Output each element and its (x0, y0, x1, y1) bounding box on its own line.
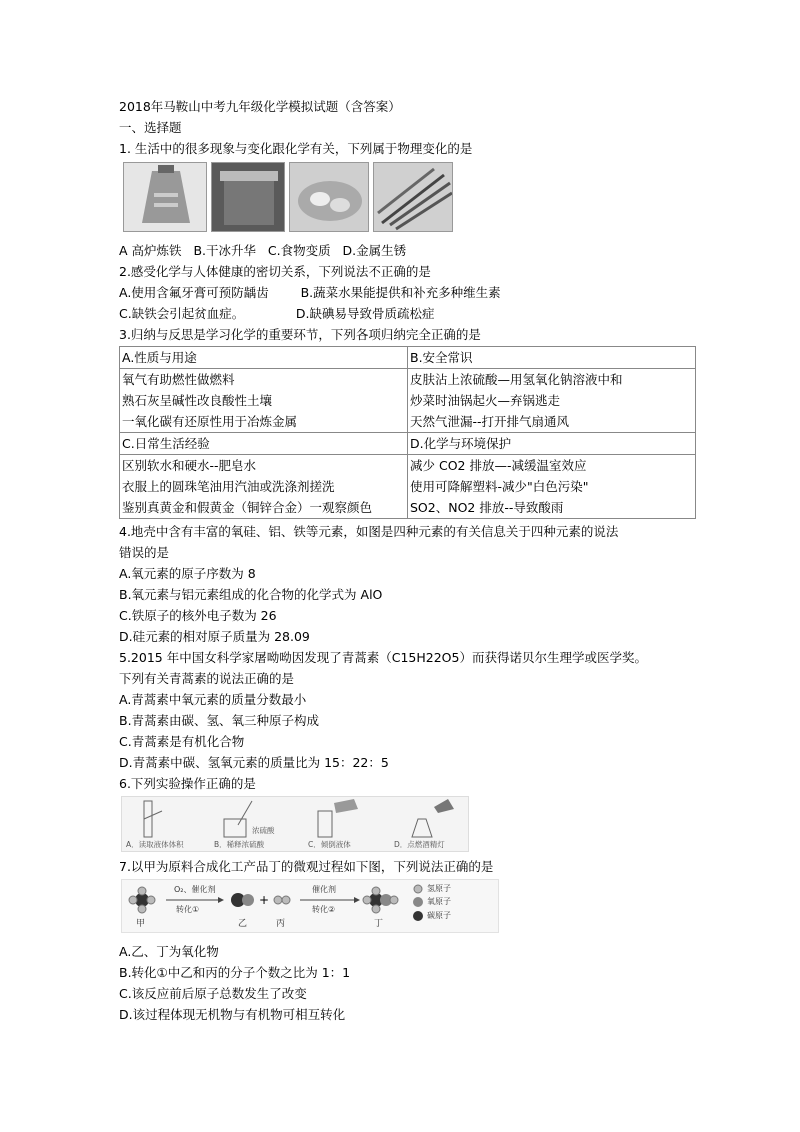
q2-options-ab: A.使用含氟牙膏可预防龋齿 B.蔬菜水果能提供和补充多种维生素 (119, 285, 501, 300)
q7-step1-sub: 转化① (176, 905, 200, 914)
q7-label-yi: 乙 (238, 919, 248, 929)
q3-c-head: C.日常生活经验 (120, 433, 408, 455)
q7-option-a: A.乙、丁为氧化物 (119, 944, 219, 959)
q2-options-cd: C.缺铁会引起贫血症。 D.缺碘易导致骨质疏松症 (119, 306, 435, 321)
q7-label-jia: 甲 (136, 919, 146, 929)
q3-c-item: 衣服上的圆珠笔油用汽油或洗涤剂搓洗 (122, 479, 335, 494)
q4-option-b: B.氧元素与铝元素组成的化合物的化学式为 AlO (119, 587, 383, 602)
q7-figure (121, 879, 499, 933)
q7-step1-label: O₂、催化剂 (174, 885, 216, 894)
q3-b-item: 天然气泄漏--打开排气扇通风 (410, 414, 570, 429)
q5-option-d: D.青蒿素中碳、氢氧元素的质量比为 15：22：5 (119, 755, 389, 770)
q1-figure (123, 162, 699, 236)
document-page (119, 96, 699, 1025)
q3-a-item: 一氧化碳有还原性用于冶炼金属 (122, 414, 298, 429)
q7-stem: 7.以甲为原料合成化工产品丁的微观过程如下图，下列说法正确的是 (119, 859, 494, 874)
doc-title: 2018年马鞍山中考九年级化学模拟试题（含答案） (119, 99, 401, 114)
q3-b-body (408, 369, 696, 433)
q4-stem: 4.地壳中含有丰富的氧硅、铝、铁等元素，如图是四种元素的有关信息关于四种元素的说法 (119, 524, 619, 539)
dry-ice-image (211, 162, 285, 232)
q5-option-c: C.青蒿素是有机化合物 (119, 734, 245, 749)
q7-step2-label: 催化剂 (312, 885, 336, 894)
q7-label-ding: 丁 (374, 919, 384, 929)
metal-rust-image (373, 162, 453, 232)
q7-step2-sub: 转化② (312, 905, 336, 914)
q5-stem: 5.2015 年中国女科学家屠呦呦因发现了青蒿素（C15H22O5）而获得诺贝尔生理学或医学奖。 (119, 650, 647, 665)
q7-legend-carbon: 碳原子 (427, 911, 451, 920)
q3-a-item: 熟石灰呈碱性改良酸性土壤 (122, 393, 273, 408)
q1-stem: 1. 生活中的很多现象与变化跟化学有关，下列属于物理变化的是 (119, 141, 473, 156)
q3-d-item: 使用可降解塑料-减少"白色污染" (410, 479, 589, 494)
q3-a-head: A.性质与用途 (120, 347, 408, 369)
q3-d-body (408, 455, 696, 519)
q6-stem: 6.下列实验操作正确的是 (119, 776, 256, 791)
svg-text:+: + (259, 893, 270, 907)
q3-b-item: 皮肤沾上浓硫酸—用氢氧化钠溶液中和 (410, 372, 623, 387)
q6-caption-b-label: 浓硫酸 (252, 826, 275, 835)
q3-b-head: B.安全常识 (408, 347, 696, 369)
q3-a-body (120, 369, 408, 433)
q3-b-item: 炒菜时油锅起火—弃锅逃走 (410, 393, 561, 408)
food-spoilage-image (289, 162, 369, 232)
q3-c-item: 鉴别真黄金和假黄金（铜锌合金）一观察颜色 (122, 500, 373, 515)
q6-caption-c: C．倾倒液体 (308, 840, 351, 849)
q3-stem: 3.归纳与反思是学习化学的重要环节，下列各项归纳完全正确的是 (119, 327, 481, 342)
q7-option-b: B.转化①中乙和丙的分子个数之比为 1：1 (119, 965, 351, 980)
q5-stem-cont: 下列有关青蒿素的说法正确的是 (119, 671, 295, 686)
q3-d-item: 减少 CO2 排放—-减缓温室效应 (410, 458, 587, 473)
q3-c-item: 区别软水和硬水--肥皂水 (122, 458, 257, 473)
q7-label-bing: 丙 (276, 919, 286, 929)
q3-d-item: SO2、NO2 排放--导致酸雨 (410, 500, 564, 515)
blast-furnace-image (123, 162, 207, 232)
q4-option-a: A.氧元素的原子序数为 8 (119, 566, 256, 581)
q3-c-body (120, 455, 408, 519)
q3-d-head: D.化学与环境保护 (408, 433, 696, 455)
q1-options: A 高炉炼铁 B.干冰升华 C.食物变质 D.金属生锈 (119, 243, 407, 258)
q6-caption-b: B．稀释浓硫酸 (214, 840, 265, 849)
q3-a-item: 氧气有助燃性做燃料 (122, 372, 235, 387)
q3-table (119, 346, 696, 519)
q7-option-d: D.该过程体现无机物与有机物可相互转化 (119, 1007, 346, 1022)
q7-option-c: C.该反应前后原子总数发生了改变 (119, 986, 307, 1001)
q6-caption-d: D．点燃酒精灯 (394, 840, 445, 849)
q7-legend-oxygen: 氧原子 (427, 897, 451, 906)
q6-caption-a: A．读取液体体积 (126, 840, 184, 849)
q5-option-a: A.青蒿素中氧元素的质量分数最小 (119, 692, 307, 707)
q7-legend-hydrogen: 氢原子 (427, 884, 451, 893)
q4-option-c: C.铁原子的核外电子数为 26 (119, 608, 277, 623)
q6-figure (121, 796, 469, 852)
q2-stem: 2.感受化学与人体健康的密切关系，下列说法不正确的是 (119, 264, 431, 279)
q5-option-b: B.青蒿素由碳、氢、氧三种原子构成 (119, 713, 320, 728)
section-heading: 一、选择题 (119, 120, 182, 135)
q4-stem-cont: 错误的是 (119, 545, 170, 560)
q4-option-d: D.硅元素的相对原子质量为 28.09 (119, 629, 310, 644)
